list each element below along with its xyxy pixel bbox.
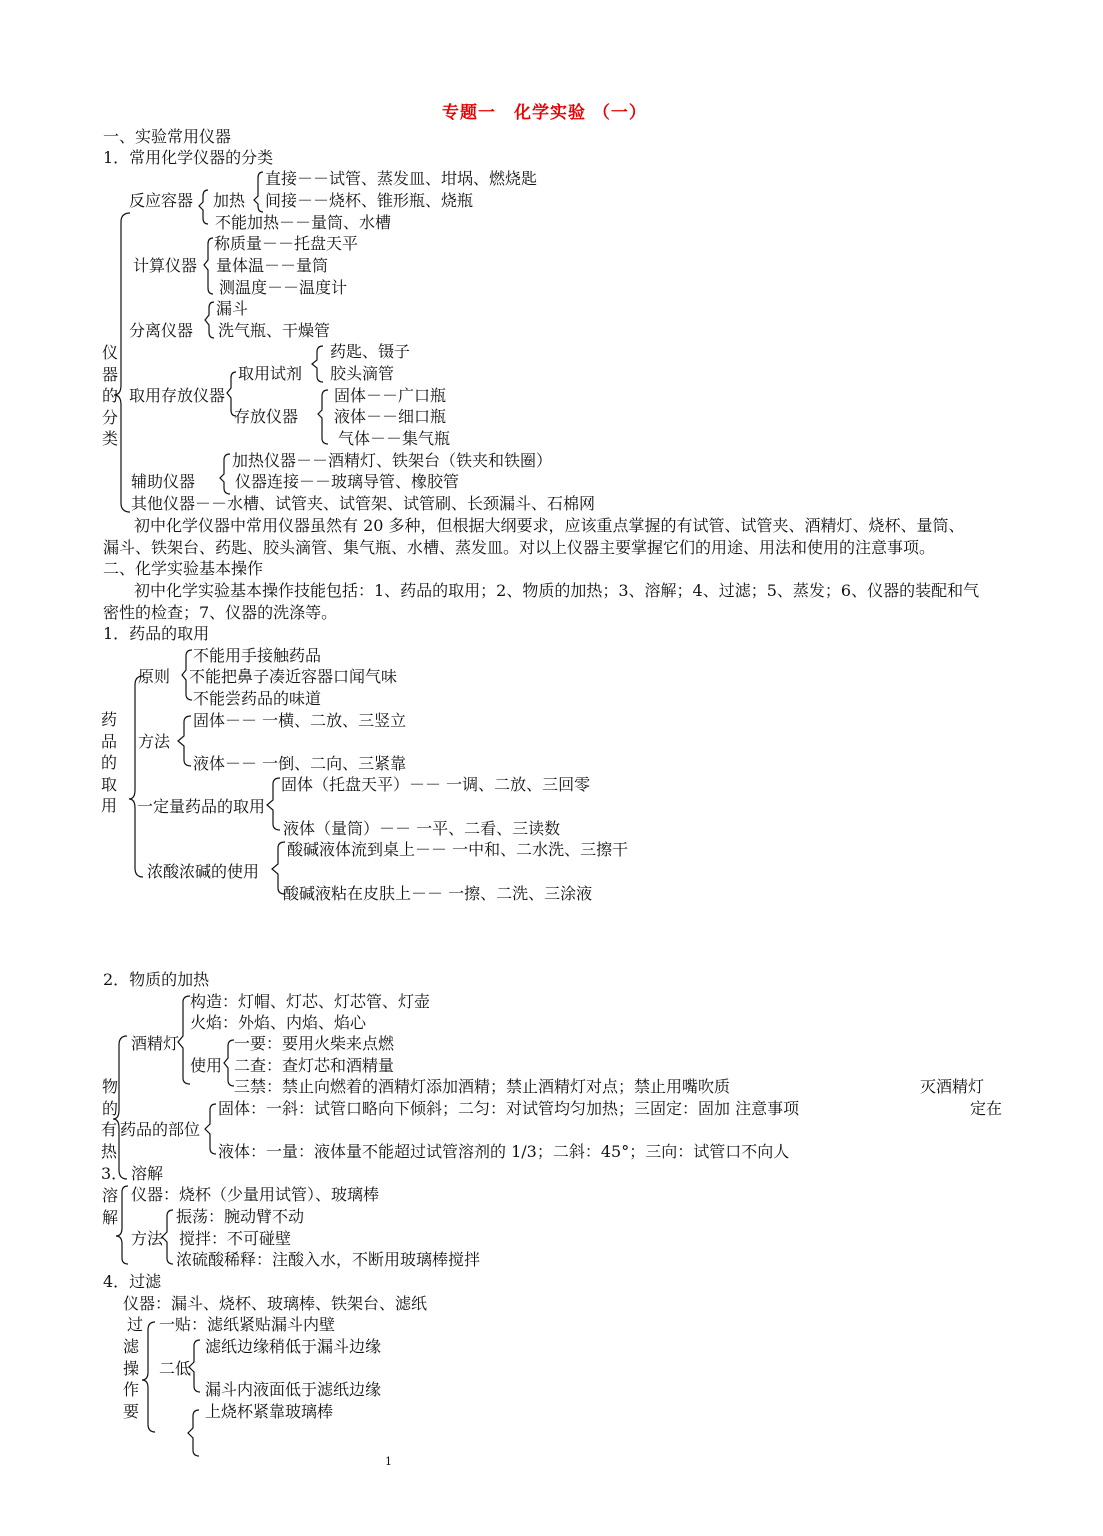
use-rule-3-right: 灭酒精灯 bbox=[920, 1077, 985, 1096]
section-2-heading: 二、化学实验基本操作 bbox=[103, 559, 264, 578]
dissolve-root-label: 溶解 bbox=[101, 1186, 118, 1227]
store-instruments-label: 取用存放仪器 bbox=[129, 386, 226, 405]
filter-instruments: 仪器：漏斗、烧杯、玻璃棒、铁架台、滤纸 bbox=[123, 1294, 428, 1313]
subsection-2-3: 3． bbox=[101, 1164, 128, 1183]
brace-three-high bbox=[188, 1410, 199, 1456]
filter-two-low-label: 二低 bbox=[159, 1359, 192, 1378]
take-reagent-label: 取用试剂 bbox=[238, 364, 303, 383]
heat-part-label: 药品的部位 bbox=[120, 1120, 201, 1139]
quantity-label: 一定量药品的取用 bbox=[137, 797, 266, 816]
brace-store-inst bbox=[318, 390, 328, 444]
dissolve-label: 溶解 bbox=[131, 1164, 164, 1183]
heat-root-you: 有 bbox=[101, 1120, 118, 1139]
brace-aux bbox=[220, 454, 230, 494]
solid-heating-right: 定在 bbox=[970, 1099, 1003, 1118]
dissolve-method-2: 搅拌：不可碰壁 bbox=[179, 1229, 292, 1248]
reaction-container-label: 反应容器 bbox=[129, 191, 194, 210]
measure-instruments-label: 计算仪器 bbox=[133, 256, 198, 275]
principle-label: 原则 bbox=[138, 667, 171, 686]
quantity-liquid: 液体（量筒）－－ 一平、二看、三读数 bbox=[283, 819, 561, 838]
method-liquid: 液体－－ 一倒、二向、三紧靠 bbox=[193, 754, 407, 773]
gas-washing-text: 洗气瓶、干燥管 bbox=[218, 321, 331, 340]
separate-instruments-label: 分离仪器 bbox=[129, 321, 194, 340]
paragraph-1-line-1: 初中化学仪器中常用仪器虽然有 20 多种，但根据大纲要求，应该重点掌握的有试管、试管夹、酒精灯、烧杯、量筒、 bbox=[134, 516, 965, 535]
spoon-text: 药匙、镊子 bbox=[330, 342, 411, 361]
liquid-bottle-text: 液体－－细口瓶 bbox=[334, 407, 447, 426]
lamp-use-label: 使用 bbox=[190, 1056, 223, 1075]
heating-label: 加热 bbox=[213, 191, 246, 210]
brace-part bbox=[205, 1104, 216, 1154]
no-heating-text: 不能加热－－量筒、水槽 bbox=[215, 213, 392, 232]
subsection-2-1: 1．药品的取用 bbox=[103, 624, 210, 643]
brace-quant bbox=[267, 778, 280, 830]
lamp-flame: 火焰：外焰、内焰、焰心 bbox=[190, 1013, 367, 1032]
filter-two-low-a: 滤纸边缘稍低于漏斗边缘 bbox=[205, 1337, 382, 1356]
paragraph-1-line-2: 漏斗、铁架台、药匙、胶头滴管、集气瓶、水槽、蒸发皿。对以上仪器主要掌握它们的用途、用法和使用的注意事项。 bbox=[103, 538, 936, 557]
liquid-heating: 液体：一量：液体量不能超过试管溶剂的 1/3；二斜：45°；三向：试管口不向人 bbox=[218, 1142, 790, 1161]
heat-root-re: 热 bbox=[101, 1142, 118, 1161]
principle-3: 不能尝药品的味道 bbox=[193, 689, 322, 708]
take-root-label: 药品的取用 bbox=[100, 710, 117, 815]
heat-root-label: 物的 bbox=[101, 1077, 118, 1118]
method-solid: 固体－－ 一横、二放、三竖立 bbox=[193, 711, 407, 730]
aux-instruments-label: 辅助仪器 bbox=[131, 472, 196, 491]
filter-three-high: 上烧杯紧靠玻璃棒 bbox=[205, 1402, 334, 1421]
brace-d-method bbox=[162, 1210, 173, 1264]
filter-root-label-1: 过 bbox=[127, 1315, 144, 1334]
store-inst-label: 存放仪器 bbox=[234, 407, 299, 426]
indirect-heating-text: 间接－－烧杯、锥形瓶、烧瓶 bbox=[265, 191, 474, 210]
brace-root-take bbox=[129, 676, 143, 877]
principle-1: 不能用手接触药品 bbox=[193, 646, 322, 665]
dissolve-method-3: 浓硫酸稀释：注酸入水，不断用玻璃棒搅拌 bbox=[176, 1250, 481, 1269]
instruments-root-label: 仪器的分类 bbox=[101, 343, 118, 448]
brace-filter bbox=[142, 1322, 155, 1432]
section-1-heading: 一、实验常用仪器 bbox=[103, 127, 232, 146]
filter-root-label-2: 滤操作要 bbox=[122, 1337, 139, 1421]
brace-heating bbox=[254, 172, 263, 212]
mass-text: 称质量－－托盘天平 bbox=[214, 234, 359, 253]
brace-separate bbox=[205, 302, 214, 338]
lamp-structure: 构造：灯帽、灯芯、灯芯管、灯壶 bbox=[190, 992, 431, 1011]
brace-lamp bbox=[178, 996, 190, 1084]
document-title: 专题一 化学实验 （一） bbox=[442, 103, 647, 123]
brace-take bbox=[312, 346, 323, 382]
paragraph-2-line-1: 初中化学实验基本操作技能包括：1、药品的取用；2、物质的加热；3、溶解；4、过滤；5、蒸发；6、仪器的装配和气 bbox=[134, 581, 980, 600]
acid-base-label: 浓酸浓碱的使用 bbox=[147, 862, 260, 881]
use-rule-2: 二查：查灯芯和酒精量 bbox=[234, 1056, 395, 1075]
solid-heating: 固体：一斜：试管口略向下倾斜；二匀：对试管均匀加热；三固定：固加 注意事项 bbox=[218, 1099, 800, 1118]
brace-method bbox=[178, 716, 191, 766]
dropper-text: 胶头滴管 bbox=[330, 364, 395, 383]
use-rule-3: 三禁：禁止向燃着的酒精灯添加酒精；禁止酒精灯对点；禁止用嘴吹质 bbox=[234, 1077, 731, 1096]
acid-base-1: 酸碱液体流到桌上－－ 一中和、二水洗、三擦干 bbox=[287, 840, 629, 859]
heat-instrument-text: 加热仪器－－酒精灯、铁架台（铁夹和铁圈） bbox=[232, 451, 553, 470]
funnel-text: 漏斗 bbox=[216, 299, 249, 318]
filter-two-low-b: 漏斗内液面低于滤纸边缘 bbox=[205, 1380, 382, 1399]
use-rule-1: 一要：要用火柴来点燃 bbox=[234, 1034, 395, 1053]
brace-measure bbox=[204, 238, 213, 294]
method-label: 方法 bbox=[138, 732, 171, 751]
principle-2: 不能把鼻子凑近容器口闻气味 bbox=[189, 667, 398, 686]
filter-one-stick: 一贴：滤纸紧贴漏斗内壁 bbox=[159, 1315, 336, 1334]
page-number: 1 bbox=[385, 1455, 392, 1468]
connect-instrument-text: 仪器连接－－玻璃导管、橡胶管 bbox=[235, 472, 460, 491]
temperature-text: 测温度－－温度计 bbox=[219, 278, 348, 297]
other-instruments-text: 其他仪器－－水槽、试管夹、试管架、试管刷、长颈漏斗、石棉网 bbox=[131, 494, 596, 513]
solid-bottle-text: 固体－－广口瓶 bbox=[334, 386, 447, 405]
paragraph-2-line-2: 密性的检查；7、仪器的洗涤等。 bbox=[103, 603, 338, 622]
volume-text: 量体温－－量筒 bbox=[216, 256, 329, 275]
gas-bottle-text: 气体－－集气瓶 bbox=[338, 429, 451, 448]
subsection-2-2: 2．物质的加热 bbox=[103, 970, 210, 989]
brace-reaction bbox=[199, 190, 208, 224]
direct-heating-text: 直接－－试管、蒸发皿、坩埚、燃烧匙 bbox=[265, 169, 538, 188]
dissolve-method-1: 振荡：腕动臂不动 bbox=[176, 1207, 305, 1226]
brace-use bbox=[224, 1040, 234, 1086]
dissolve-method-label: 方法 bbox=[131, 1229, 164, 1248]
dissolve-instruments: 仪器：烧杯（少量用试管）、玻璃棒 bbox=[131, 1185, 380, 1204]
alcohol-lamp-label: 酒精灯 bbox=[131, 1034, 180, 1053]
acid-base-2: 酸碱液粘在皮肤上－－ 一擦、二洗、三涂液 bbox=[283, 884, 593, 903]
quantity-solid: 固体（托盘天平）－－ 一调、二放、三回零 bbox=[281, 775, 591, 794]
subsection-2-4: 4．过滤 bbox=[103, 1272, 162, 1291]
subsection-1-1: 1．常用化学仪器的分类 bbox=[103, 148, 274, 167]
